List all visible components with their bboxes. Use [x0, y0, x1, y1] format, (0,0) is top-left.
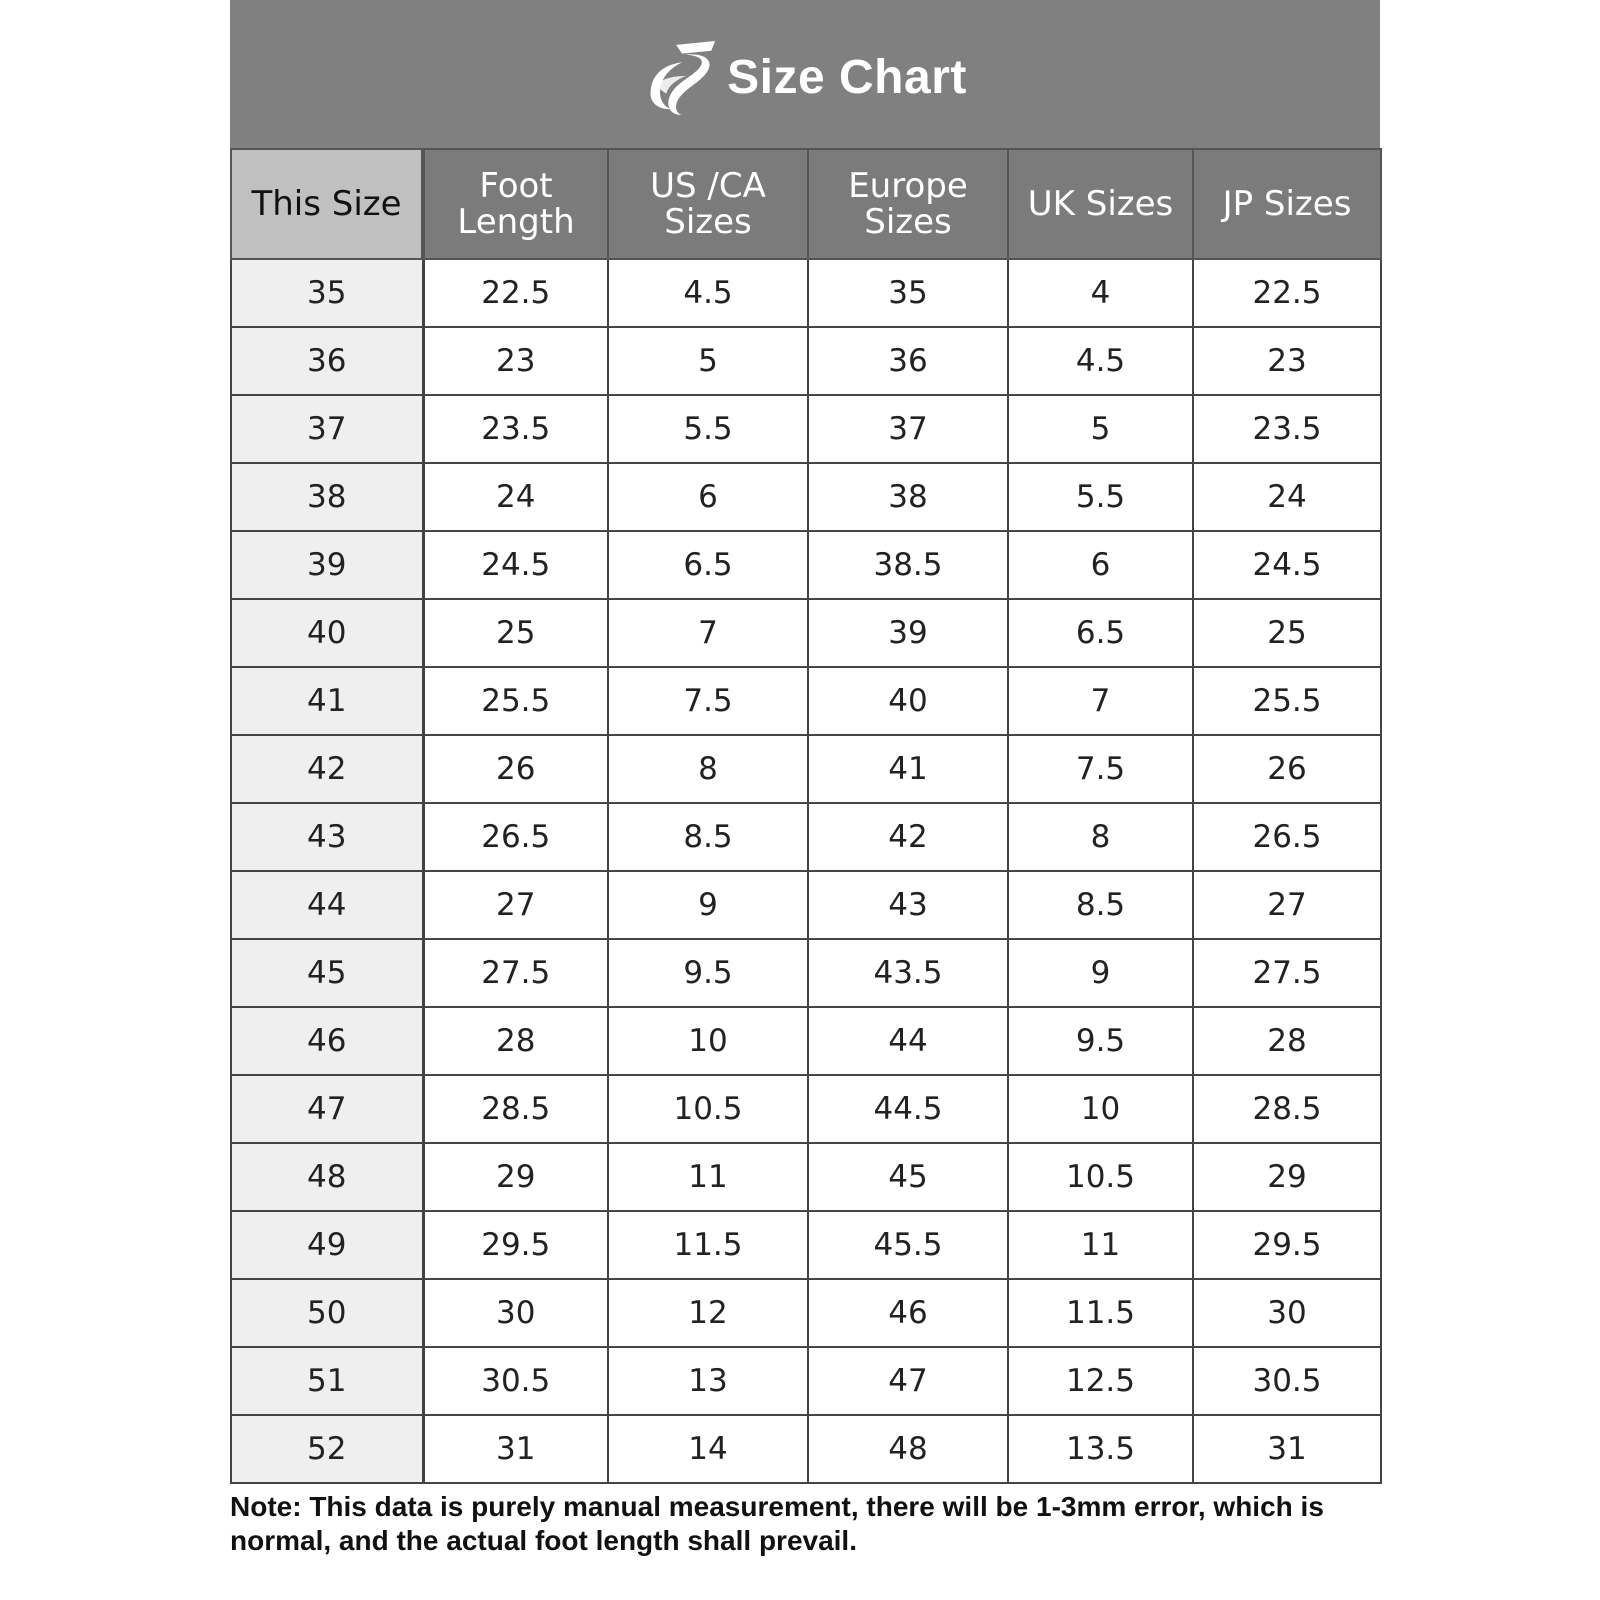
cell-uk-size: 7 [1008, 667, 1193, 735]
table-row [231, 735, 1381, 803]
cell-us-ca-size: 4.5 [608, 259, 808, 327]
cell-us-ca-size: 14 [608, 1415, 808, 1483]
cell-this-size: 44 [231, 871, 423, 939]
cell-us-ca-size: 10.5 [608, 1075, 808, 1143]
cell-this-size: 36 [231, 327, 423, 395]
cell-uk-size: 8.5 [1008, 871, 1193, 939]
cell-jp-size: 23.5 [1193, 395, 1381, 463]
chart-title: Size Chart [727, 50, 967, 104]
cell-this-size: 49 [231, 1211, 423, 1279]
cell-uk-size: 13.5 [1008, 1415, 1193, 1483]
cell-uk-size: 8 [1008, 803, 1193, 871]
cell-us-ca-size: 13 [608, 1347, 808, 1415]
cell-europe-size: 41 [808, 735, 1008, 803]
table-row [231, 259, 1381, 327]
cell-europe-size: 43.5 [808, 939, 1008, 1007]
cell-uk-size: 9.5 [1008, 1007, 1193, 1075]
header-uk-sizes: UK Sizes [1008, 149, 1193, 259]
cell-jp-size: 24 [1193, 463, 1381, 531]
header-this-size: This Size [231, 149, 423, 259]
cell-us-ca-size: 11.5 [608, 1211, 808, 1279]
table-row [231, 1279, 1381, 1347]
cell-foot-length: 26 [423, 735, 608, 803]
cell-uk-size: 4 [1008, 259, 1193, 327]
cell-foot-length: 24.5 [423, 531, 608, 599]
cell-europe-size: 40 [808, 667, 1008, 735]
cell-foot-length: 23.5 [423, 395, 608, 463]
cell-uk-size: 9 [1008, 939, 1193, 1007]
cell-europe-size: 46 [808, 1279, 1008, 1347]
brand-logo-icon [643, 38, 721, 118]
cell-this-size: 35 [231, 259, 423, 327]
cell-uk-size: 7.5 [1008, 735, 1193, 803]
cell-uk-size: 11 [1008, 1211, 1193, 1279]
cell-europe-size: 48 [808, 1415, 1008, 1483]
cell-this-size: 39 [231, 531, 423, 599]
cell-this-size: 45 [231, 939, 423, 1007]
table-row [231, 1007, 1381, 1075]
cell-us-ca-size: 7.5 [608, 667, 808, 735]
cell-jp-size: 31 [1193, 1415, 1381, 1483]
cell-this-size: 42 [231, 735, 423, 803]
cell-europe-size: 47 [808, 1347, 1008, 1415]
cell-europe-size: 38 [808, 463, 1008, 531]
cell-europe-size: 39 [808, 599, 1008, 667]
cell-us-ca-size: 6 [608, 463, 808, 531]
cell-jp-size: 26 [1193, 735, 1381, 803]
cell-foot-length: 27.5 [423, 939, 608, 1007]
cell-uk-size: 6 [1008, 531, 1193, 599]
cell-this-size: 51 [231, 1347, 423, 1415]
table-body [231, 259, 1381, 1483]
cell-jp-size: 22.5 [1193, 259, 1381, 327]
cell-us-ca-size: 9.5 [608, 939, 808, 1007]
cell-jp-size: 28.5 [1193, 1075, 1381, 1143]
cell-europe-size: 45 [808, 1143, 1008, 1211]
cell-jp-size: 27.5 [1193, 939, 1381, 1007]
cell-us-ca-size: 12 [608, 1279, 808, 1347]
cell-this-size: 41 [231, 667, 423, 735]
cell-foot-length: 24 [423, 463, 608, 531]
cell-europe-size: 38.5 [808, 531, 1008, 599]
table-row [231, 871, 1381, 939]
cell-foot-length: 26.5 [423, 803, 608, 871]
cell-jp-size: 29 [1193, 1143, 1381, 1211]
cell-foot-length: 22.5 [423, 259, 608, 327]
table-row [231, 1415, 1381, 1483]
measurement-note: Note: This data is purely manual measurement, there will be 1-3mm error, which is normal, and the actual foot length shall prevail. [230, 1491, 1324, 1556]
cell-us-ca-size: 5.5 [608, 395, 808, 463]
table-row [231, 1347, 1381, 1415]
table-row [231, 1143, 1381, 1211]
table-row [231, 395, 1381, 463]
cell-jp-size: 24.5 [1193, 531, 1381, 599]
cell-jp-size: 23 [1193, 327, 1381, 395]
cell-jp-size: 25 [1193, 599, 1381, 667]
cell-foot-length: 31 [423, 1415, 608, 1483]
header-europe-sizes: Europe Sizes [808, 149, 1008, 259]
cell-uk-size: 6.5 [1008, 599, 1193, 667]
cell-uk-size: 10.5 [1008, 1143, 1193, 1211]
cell-foot-length: 25 [423, 599, 608, 667]
cell-jp-size: 26.5 [1193, 803, 1381, 871]
table-row [231, 803, 1381, 871]
cell-foot-length: 29.5 [423, 1211, 608, 1279]
cell-this-size: 52 [231, 1415, 423, 1483]
cell-uk-size: 11.5 [1008, 1279, 1193, 1347]
cell-this-size: 38 [231, 463, 423, 531]
table-row [231, 327, 1381, 395]
cell-europe-size: 36 [808, 327, 1008, 395]
cell-foot-length: 29 [423, 1143, 608, 1211]
cell-foot-length: 27 [423, 871, 608, 939]
cell-this-size: 46 [231, 1007, 423, 1075]
cell-jp-size: 28 [1193, 1007, 1381, 1075]
table-row [231, 1211, 1381, 1279]
cell-this-size: 40 [231, 599, 423, 667]
cell-jp-size: 30 [1193, 1279, 1381, 1347]
cell-jp-size: 27 [1193, 871, 1381, 939]
table-row [231, 939, 1381, 1007]
cell-us-ca-size: 10 [608, 1007, 808, 1075]
cell-europe-size: 44 [808, 1007, 1008, 1075]
cell-us-ca-size: 5 [608, 327, 808, 395]
cell-europe-size: 37 [808, 395, 1008, 463]
cell-this-size: 48 [231, 1143, 423, 1211]
table-row [231, 667, 1381, 735]
cell-us-ca-size: 11 [608, 1143, 808, 1211]
cell-uk-size: 4.5 [1008, 327, 1193, 395]
header-banner [230, 0, 1380, 148]
cell-uk-size: 5.5 [1008, 463, 1193, 531]
size-table [230, 148, 1382, 1484]
table-row [231, 531, 1381, 599]
cell-this-size: 50 [231, 1279, 423, 1347]
header-row [231, 149, 1381, 259]
cell-europe-size: 35 [808, 259, 1008, 327]
header-jp-sizes: JP Sizes [1193, 149, 1381, 259]
header-us-ca-sizes: US /CA Sizes [608, 149, 808, 259]
cell-foot-length: 23 [423, 327, 608, 395]
cell-jp-size: 25.5 [1193, 667, 1381, 735]
cell-us-ca-size: 6.5 [608, 531, 808, 599]
cell-uk-size: 12.5 [1008, 1347, 1193, 1415]
cell-this-size: 47 [231, 1075, 423, 1143]
table-row [231, 463, 1381, 531]
cell-uk-size: 5 [1008, 395, 1193, 463]
cell-europe-size: 45.5 [808, 1211, 1008, 1279]
cell-foot-length: 25.5 [423, 667, 608, 735]
cell-foot-length: 30.5 [423, 1347, 608, 1415]
cell-europe-size: 44.5 [808, 1075, 1008, 1143]
cell-foot-length: 30 [423, 1279, 608, 1347]
cell-us-ca-size: 9 [608, 871, 808, 939]
cell-us-ca-size: 7 [608, 599, 808, 667]
cell-jp-size: 30.5 [1193, 1347, 1381, 1415]
table-row [231, 1075, 1381, 1143]
cell-jp-size: 29.5 [1193, 1211, 1381, 1279]
table-row [231, 599, 1381, 667]
cell-europe-size: 42 [808, 803, 1008, 871]
cell-us-ca-size: 8 [608, 735, 808, 803]
cell-us-ca-size: 8.5 [608, 803, 808, 871]
size-chart-sheet [230, 0, 1380, 1558]
header-foot-length: Foot Length [423, 149, 608, 259]
cell-uk-size: 10 [1008, 1075, 1193, 1143]
cell-foot-length: 28 [423, 1007, 608, 1075]
cell-foot-length: 28.5 [423, 1075, 608, 1143]
cell-this-size: 43 [231, 803, 423, 871]
cell-this-size: 37 [231, 395, 423, 463]
cell-europe-size: 43 [808, 871, 1008, 939]
